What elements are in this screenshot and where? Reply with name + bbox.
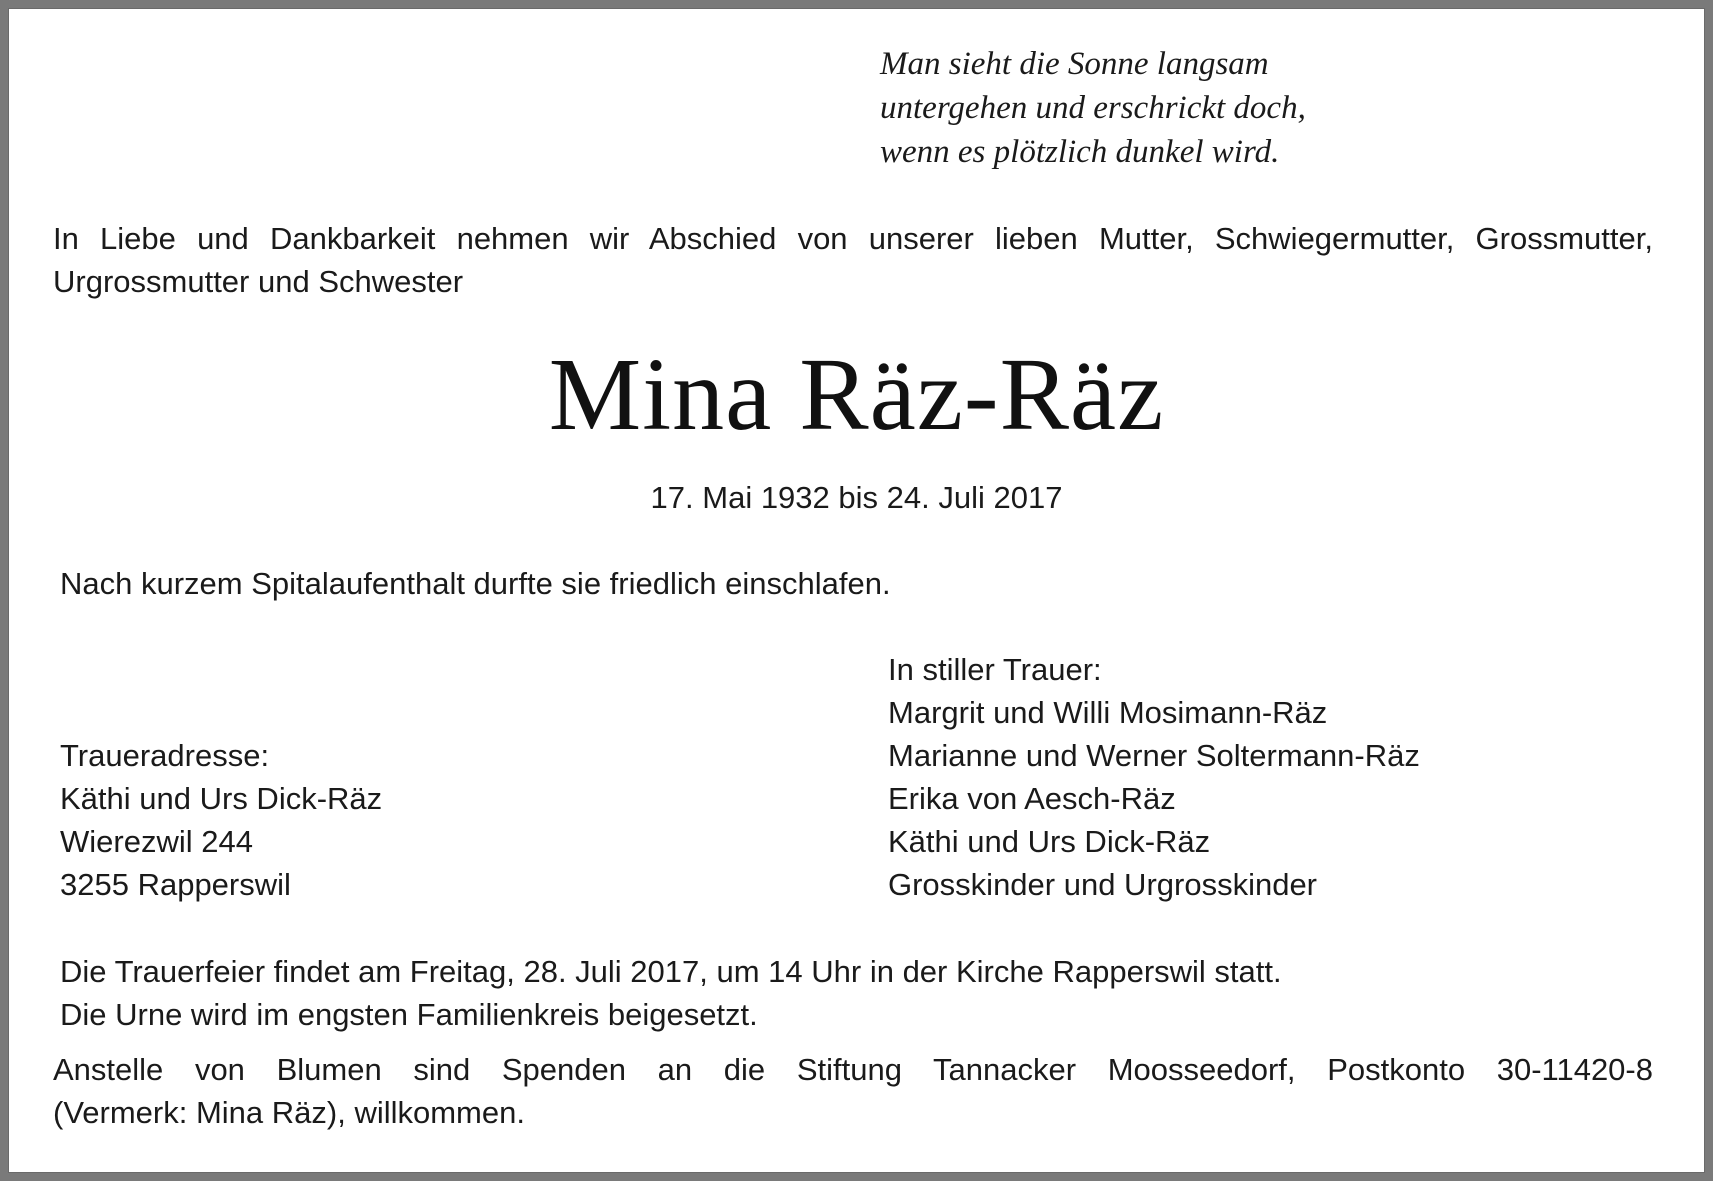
intro-line-1: In Liebe und Dankbarkeit nehmen wir Abschied von unserer lieben Mutter, Schwiegermutter, Grossmutter, xyxy=(53,221,1653,256)
notice-text: Nach kurzem Spitalaufenthalt durfte sie friedlich einschlafen. xyxy=(60,566,891,601)
motto-line: wenn es plötzlich dunkel wird. xyxy=(880,134,1280,170)
donation-line-1: Anstelle von Blumen sind Spenden an die Stiftung Tannacker Moosseedorf, Postkonto 30-11420-8 xyxy=(53,1052,1653,1087)
intro-line-2: Urgrossmutter und Schwester xyxy=(53,264,464,299)
ceremony-block xyxy=(60,950,1282,1036)
mourner-name: Margrit und Willi Mosimann-Räz xyxy=(888,695,1328,730)
donation-paragraph xyxy=(53,1048,1653,1134)
mourners-heading: In stiller Trauer: xyxy=(888,652,1102,687)
mourner-name: Grosskinder und Urgrosskinder xyxy=(888,867,1318,902)
motto-line: Man sieht die Sonne langsam xyxy=(880,46,1269,82)
mourner-name: Marianne und Werner Soltermann-Räz xyxy=(888,738,1420,773)
ceremony-line-1: Die Trauerfeier findet am Freitag, 28. Juli 2017, um 14 Uhr in der Kirche Rapperswil statt. xyxy=(60,954,1282,989)
ceremony-line-2: Die Urne wird im engsten Familienkreis beigesetzt. xyxy=(60,997,758,1032)
address-line: Wierezwil 244 xyxy=(60,824,253,859)
donation-line-2: (Vermerk: Mina Räz), willkommen. xyxy=(53,1095,525,1130)
address-block xyxy=(60,734,382,906)
motto-line: untergehen und erschrickt doch, xyxy=(880,90,1306,126)
mourners-block xyxy=(888,648,1420,906)
deceased-name: Mina Räz-Räz xyxy=(548,337,1165,452)
mourner-name: Erika von Aesch-Räz xyxy=(888,781,1176,816)
motto-quote xyxy=(880,42,1306,174)
life-dates: 17. Mai 1932 bis 24. Juli 2017 xyxy=(650,480,1063,515)
mourner-name: Käthi und Urs Dick-Räz xyxy=(888,824,1211,859)
address-line: 3255 Rapperswil xyxy=(60,867,291,902)
address-line: Käthi und Urs Dick-Räz xyxy=(60,781,383,816)
intro-paragraph xyxy=(53,217,1653,303)
address-heading: Traueradresse: xyxy=(60,738,270,773)
